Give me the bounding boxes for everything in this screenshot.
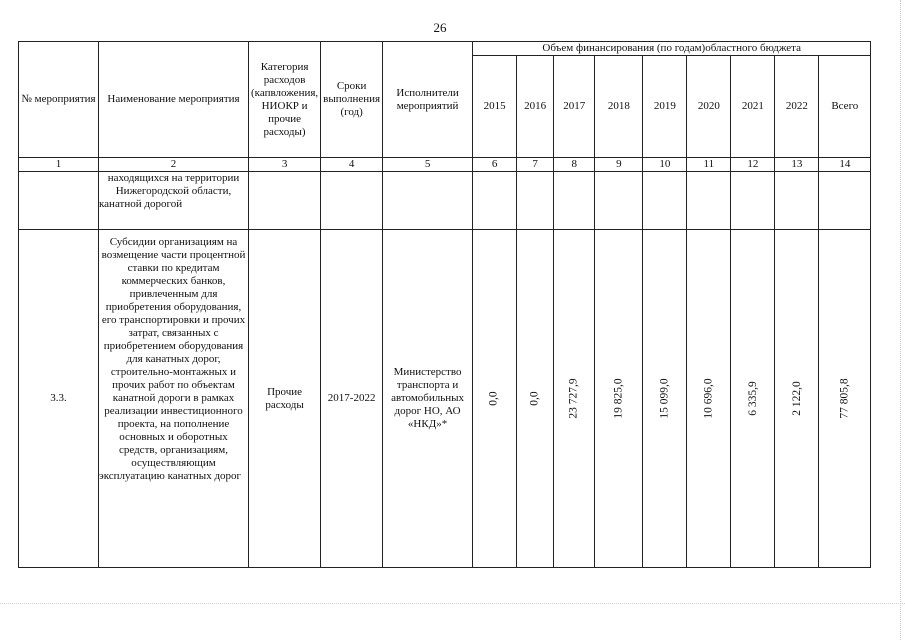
header-year: 2022 xyxy=(775,56,819,158)
value-cell: 0,0 xyxy=(517,230,554,568)
value-cell: 6 335,9 xyxy=(731,230,775,568)
continuation-row xyxy=(19,172,871,230)
header-funding-group: Объем финансирования (по годам)областного бюджета xyxy=(473,42,871,56)
value-cell: 15 099,0 xyxy=(643,230,687,568)
value-cell: 23 727,9 xyxy=(554,230,595,568)
index-cell: 2 xyxy=(99,158,249,172)
header-year: 2015 xyxy=(473,56,517,158)
index-cell: 14 xyxy=(819,158,871,172)
continuation-name: находящихся на территории Нижегородской области, канатной дорогой xyxy=(99,172,249,230)
page-number: 26 xyxy=(433,20,447,35)
row-name: Субсидии организациям на возмещение части процентной ставки по кредитам коммерческих банков, привлеченным для приобретения оборудования, его транспортировки и прочих затрат, связанных с приобретением оборудования для канатных дорог, строительно-монтажных и прочих работ по объектам канатной дороги в рамках реализации инвестиционного проекта, на пополнение основных и оборотных средств, организациям, осуществляющим эксплуатацию канатных дорог xyxy=(99,230,249,568)
value-cell: 2 122,0 xyxy=(775,230,819,568)
row-number: 3.3. xyxy=(19,230,99,568)
index-cell: 8 xyxy=(554,158,595,172)
index-cell: 5 xyxy=(383,158,473,172)
header-year: 2017 xyxy=(554,56,595,158)
column-index-row xyxy=(19,158,871,172)
header-year: 2016 xyxy=(517,56,554,158)
scan-edge-bottom xyxy=(0,602,905,604)
value-cell: 10 696,0 xyxy=(687,230,731,568)
index-cell: 1 xyxy=(19,158,99,172)
header-executors: Исполнители мероприятий xyxy=(383,42,473,158)
value-cell: 19 825,0 xyxy=(595,230,643,568)
row-terms: 2017-2022 xyxy=(321,230,383,568)
index-cell: 12 xyxy=(731,158,775,172)
header-category: Категория расходов (капвложения, НИОКР и прочие расходы) xyxy=(249,42,321,158)
index-cell: 11 xyxy=(687,158,731,172)
value-total-cell: 77 805,8 xyxy=(819,230,871,568)
index-cell: 6 xyxy=(473,158,517,172)
header-total: Всего xyxy=(819,56,871,158)
header-year: 2020 xyxy=(687,56,731,158)
header-year: 2019 xyxy=(643,56,687,158)
row-category: Прочие расходы xyxy=(249,230,321,568)
index-cell: 13 xyxy=(775,158,819,172)
header-year: 2021 xyxy=(731,56,775,158)
value-cell: 0,0 xyxy=(473,230,517,568)
header-number: № мероприятия xyxy=(19,42,99,158)
table-row xyxy=(19,230,871,568)
index-cell: 10 xyxy=(643,158,687,172)
row-executors: Министерство транспорта и автомобильных дорог НО, АО «НКД»* xyxy=(383,230,473,568)
header-terms: Сроки выполнения (год) xyxy=(321,42,383,158)
index-cell: 4 xyxy=(321,158,383,172)
scan-edge-right xyxy=(899,0,901,640)
header-name: Наименование мероприятия xyxy=(99,42,249,158)
index-cell: 3 xyxy=(249,158,321,172)
funding-table xyxy=(18,41,871,568)
index-cell: 9 xyxy=(595,158,643,172)
index-cell: 7 xyxy=(517,158,554,172)
header-year: 2018 xyxy=(595,56,643,158)
